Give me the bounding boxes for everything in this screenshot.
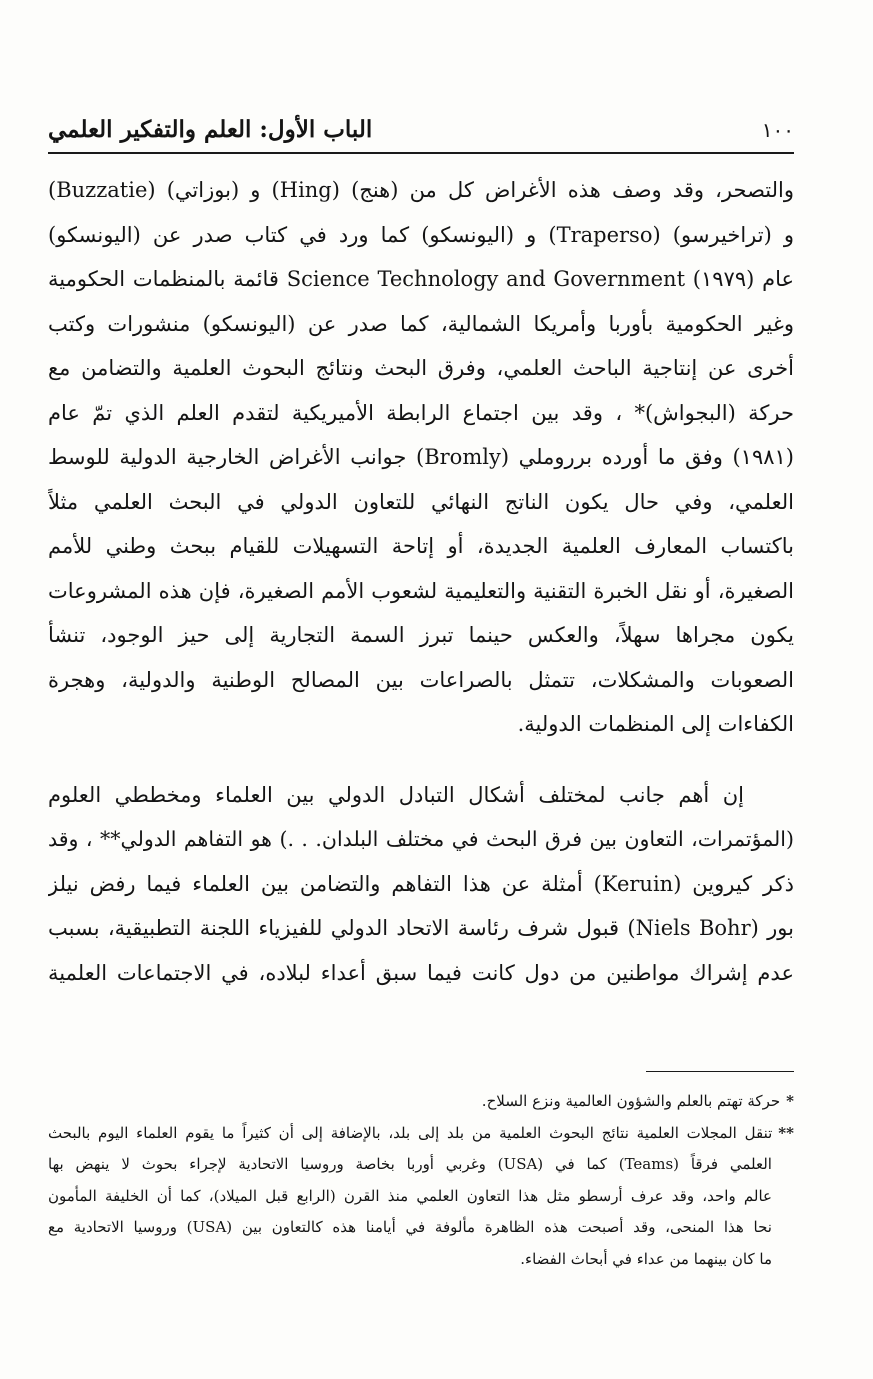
text-line: الصغيرة، أو نقل الخبرة التقنية والتعليمية لشعوب الأمم الصغيرة، فإن هذه المشروعات bbox=[48, 578, 794, 603]
footnote-line bbox=[48, 1086, 794, 1118]
footnote-line: نحا هذا المنحى، وقد أصبحت هذه الظاهرة مألوفة في أيامنا هذه كالتعاون بين (USA) وروسيا الاتحادية مع bbox=[48, 1218, 772, 1236]
footnotes bbox=[48, 1086, 794, 1275]
text-line: الكفاءات إلى المنظمات الدولية. bbox=[517, 712, 794, 736]
footnote-line bbox=[48, 1118, 794, 1150]
footnote-mark: * bbox=[786, 1092, 794, 1110]
text-line: باكتساب المعارف العلمية الجديدة، أو إتاحة التسهيلات للقيام ببحث وطني للأمم bbox=[48, 534, 794, 558]
text-line: وغير الحكومية بأوربا وأمريكا الشمالية، كما صدر عن (اليونسكو) منشورات وكتب bbox=[48, 311, 794, 336]
text-line: يكون مجراها سهلاً، والعكس حينما تبرز السمة التجارية إلى حيز الوجود، تنشأ bbox=[48, 623, 794, 647]
text-line: والتصحر، وقد وصف هذه الأغراض كل من (هنج) (Hing) و (بوزاتي) (Buzzatie) bbox=[48, 178, 794, 202]
footnote-separator bbox=[646, 1071, 794, 1072]
text-line: أخرى عن إنتاجية الباحث العلمي، وفرق البحث ونتائج البحوث العلمية والتضامن مع bbox=[48, 356, 794, 380]
footnote-line: العلمي فرقاً (Teams) كما في (USA) وغربي أوربا بخاصة وروسيا الاتحادية لإجراء بحوث لا ينهض بها bbox=[48, 1155, 772, 1173]
paragraph-gap bbox=[48, 747, 794, 773]
text-line: الصعوبات والمشكلات، تتمثل بالصراعات بين المصالح الوطنية والدولية، وهجرة bbox=[48, 667, 794, 692]
footnote-text: تنقل المجلات العلمية نتائج البحوث العلمية من بلد إلى بلد، بالإضافة إلى أن كثيراً ما يقوم العلماء اليوم بالبحث bbox=[48, 1123, 773, 1142]
chapter-title: الباب الأول: العلم والتفكير العلمي bbox=[48, 116, 373, 143]
text-line: (١٩٨١) وفق ما أورده برروملي (Bromly) جوانب الأغراض الخارجية الدولية للوسط bbox=[48, 445, 794, 469]
footnote-mark: ** bbox=[778, 1123, 794, 1142]
text-line: بور (Niels Bohr) قبول شرف رئاسة الاتحاد الدولي للفيزياء اللجنة التطبيقية، بسبب bbox=[48, 916, 794, 940]
footnote-line: عالم واحد، وقد عرف أرسطو مثل هذا التعاون العلمي منذ القرن (الرابع قبل الميلاد)، كما أن الخليفة المأمون bbox=[48, 1186, 773, 1205]
footnote-text: حركة تهتم بالعلم والشؤون العالمية ونزع السلاح. bbox=[481, 1092, 781, 1110]
text-line: حركة (البجواش)* ، وقد بين اجتماع الرابطة الأميريكية لتقدم العلم الذي تمّ عام bbox=[48, 400, 794, 425]
text-line: و (تراخيرسو) (Traperso) و (اليونسكو) كما ورد في كتاب صدر عن (اليونسكو) bbox=[48, 222, 794, 247]
text-line: العلمي، وفي حال يكون الناتج النهائي للتعاون الدولي في البحث العلمي مثلاً bbox=[48, 489, 794, 514]
running-header bbox=[48, 112, 794, 154]
text-line: ذكر كيروين (Keruin) أمثلة عن هذا التفاهم والتضامن بين العلماء فيما رفض نيلز bbox=[48, 871, 794, 896]
main-text bbox=[48, 168, 794, 995]
text-line: عام (١٩٧٩) Science Technology and Government قائمة بالمنظمات الحكومية bbox=[48, 267, 794, 291]
page-number: ١٠٠ bbox=[761, 118, 794, 142]
footnote-line: ما كان بينهما من عداء في أبحاث الفضاء. bbox=[520, 1249, 772, 1268]
text-line: عدم إشراك مواطنين من دول كانت فيما سبق أعداء لبلاده، في الاجتماعات العلمية bbox=[48, 960, 794, 985]
text-line: (المؤتمرات، التعاون بين فرق البحث في مختلف البلدان. . .) هو التفاهم الدولي** ، وقد bbox=[48, 827, 794, 851]
text-line: إن أهم جانب لمختلف أشكال التبادل الدولي بين العلماء ومخططي العلوم bbox=[48, 782, 744, 807]
